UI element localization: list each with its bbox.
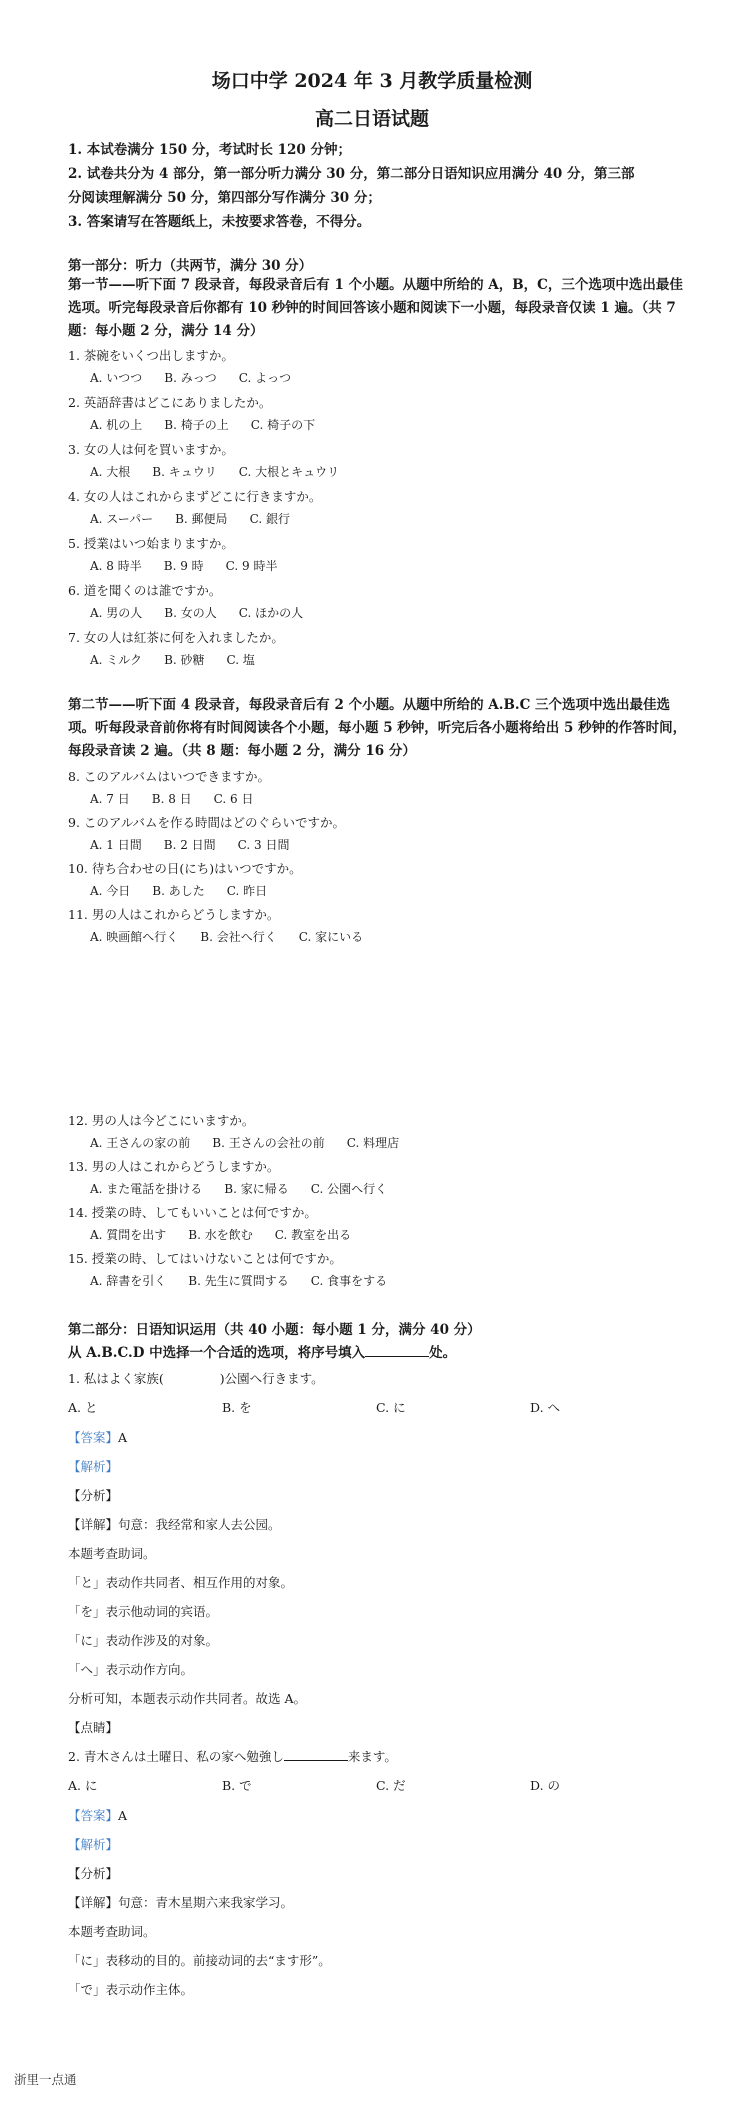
option-b: B. 9 時 [163, 559, 204, 573]
option-b: B. 水を飲む [188, 1228, 253, 1242]
question-text: 12. 男の人は今どこにいますか。 [68, 1113, 255, 1128]
option-b: B. を [222, 1400, 252, 1415]
option-row [90, 1272, 409, 1289]
question-stem [68, 1369, 324, 1387]
question-text: 15. 授業の時、してはいけないことは何ですか。 [68, 1251, 342, 1266]
question-text: 7. 女の人は紅茶に何を入れましたか。 [68, 630, 284, 645]
option-b: B. 郵便局 [175, 512, 228, 526]
stem-after: )公園へ行きます。 [219, 1371, 324, 1386]
option-row [90, 882, 289, 899]
option-a: A. また電話を掛ける [90, 1182, 203, 1196]
instruction-line: 3. 答案请写在答题纸上，未按要求答卷，不得分。 [68, 214, 371, 230]
option-c: C. だ [376, 1778, 406, 1793]
detail-line: 【详解】句意：青木星期六来我家学习。 [68, 1895, 294, 1910]
section1-heading: 第一节——听下面 7 段录音，每段录音后有 1 个小题。从题中所给的 A，B，C，三个选项中选出最佳选项。听完每段录音后你都有 10 秒钟的时间回答该小题和阅读下一小题，每段录音仅读 1 遍。（共 7 题：每小题 2 分，满分 14 分） [68, 277, 683, 339]
option-a: A. いつつ [90, 371, 143, 385]
explanation-line: 「に」表动作涉及的对象。 [68, 1633, 219, 1648]
question-text: 13. 男の人はこれからどうしますか。 [68, 1159, 280, 1174]
answer-label: 【答案】 [68, 1430, 119, 1445]
option-c: C. 塩 [226, 653, 255, 667]
part2-instruction-after: 处。 [429, 1345, 457, 1361]
option-b: B. 女の人 [164, 606, 217, 620]
explanation-line: 「を」表示他动词的宾语。 [68, 1604, 219, 1619]
question-text: 4. 女の人はこれからまずどこに行きますか。 [68, 489, 322, 504]
option-b: B. 8 日 [151, 792, 192, 806]
explanation-line: 分析可知，本题表示动作共同者。故选 A。 [68, 1691, 307, 1706]
option-a: A. 机の上 [90, 418, 143, 432]
question-text: 11. 男の人はこれからどうしますか。 [68, 907, 280, 922]
option-a: A. 男の人 [90, 606, 143, 620]
option-row [90, 604, 325, 621]
stem-before: 1. 私はよく家族( [68, 1371, 164, 1386]
answer-blank [284, 1748, 348, 1761]
option-row [90, 928, 385, 945]
option-d: D. の [530, 1778, 561, 1793]
explanation-line: 「と」表动作共同者、相互作用的对象。 [68, 1575, 294, 1590]
footer-watermark: 浙里一点通 [14, 2072, 77, 2087]
question-text: 8. このアルバムはいつできますか。 [68, 769, 271, 784]
option-a: A. スーパー [90, 512, 154, 526]
question-text: 2. 英語辞書はどこにありましたか。 [68, 395, 272, 410]
stem-before: 2. 青木さんは土曜日、私の家へ勉強し [68, 1749, 284, 1764]
question-stem [68, 1747, 397, 1765]
question-text: 10. 待ち合わせの日(にち)はいつですか。 [68, 861, 302, 876]
option-c: C. 椅子の下 [250, 418, 316, 432]
option-c: C. 昨日 [226, 884, 268, 898]
option-row [90, 1180, 409, 1197]
instruction-line: 分阅读理解满分 50 分，第四部分写作满分 30 分； [68, 190, 381, 206]
option-c: C. に [376, 1400, 406, 1415]
option-a: A. 辞書を引く [90, 1274, 167, 1288]
option-b: B. 砂糖 [164, 653, 205, 667]
instruction-line: 2. 试卷共分为 4 部分，第一部分听力满分 30 分，第二部分日语知识应用满分 40 分，第三部 [68, 166, 635, 182]
detail-line: 【详解】句意：我经常和家人去公园。 [68, 1517, 281, 1532]
answer-value: A [118, 1430, 128, 1445]
explanation-line: 本题考查助词。 [68, 1546, 156, 1561]
option-b: B. 2 日間 [163, 838, 216, 852]
exam-title: 场口中学 2024 年 3 月教学质量检测 [211, 70, 533, 92]
question-text: 5. 授業はいつ始まりますか。 [68, 536, 234, 551]
explanation-line: 「に」表移动的目的。前接动词的去“ます形”。 [68, 1953, 331, 1968]
answer-blank [365, 1344, 429, 1357]
option-row [90, 463, 361, 480]
option-b: B. みっつ [164, 371, 217, 385]
answer-label: 【答案】 [68, 1808, 119, 1823]
option-a: A. 7 日 [90, 792, 130, 806]
fenxi-label: 【分析】 [68, 1488, 119, 1503]
explanation-line: 「へ」表示动作方向。 [68, 1662, 194, 1677]
fenxi-label: 【分析】 [68, 1866, 119, 1881]
option-b: B. キュウリ [152, 465, 217, 479]
option-c: C. 銀行 [249, 512, 290, 526]
option-a: A. に [68, 1778, 98, 1793]
option-row [90, 510, 312, 527]
answer-line [68, 1806, 127, 1824]
option-row [90, 1134, 421, 1151]
exam-subtitle: 高二日语试题 [314, 108, 429, 130]
answer-line [68, 1428, 127, 1446]
option-b: B. 椅子の上 [164, 418, 229, 432]
option-row [90, 790, 276, 807]
option-row [90, 557, 300, 574]
option-c: C. 料理店 [346, 1136, 400, 1150]
analysis-label: 【解析】 [68, 1459, 119, 1474]
explanation-line: 「で」表示动作主体。 [68, 1982, 194, 1997]
option-b: B. 王さんの会社の前 [212, 1136, 325, 1150]
analysis-label: 【解析】 [68, 1837, 119, 1852]
question-text: 14. 授業の時、してもいいことは何ですか。 [68, 1205, 317, 1220]
stem-after: 来ます。 [347, 1749, 397, 1764]
option-row [90, 836, 312, 853]
option-a: A. と [68, 1400, 98, 1415]
question-text: 3. 女の人は何を買いますか。 [68, 442, 234, 457]
option-c: C. 家にいる [298, 930, 364, 944]
instruction-line: 1. 本试卷满分 150 分，考试时长 120 分钟； [68, 142, 351, 158]
option-a: A. 今日 [90, 884, 131, 898]
option-c: C. 6 日 [213, 792, 254, 806]
section2-heading: 第二节——听下面 4 段录音，每段录音后有 2 个小题。从题中所给的 A.B.C 三个选项中选出最佳选项。听每段录音前你将有时间阅读各个小题，每小题 5 秒钟，听完后各小题将给出 5 秒钟的作答时间，每段录音读 2 遍。（共 8 题：每小题 2 分，满分 16 分） [68, 697, 687, 759]
option-a: A. 質問を出す [90, 1228, 167, 1242]
option-row [90, 416, 337, 433]
option-c: C. 大根とキュウリ [238, 465, 340, 479]
answer-value: A [118, 1808, 128, 1823]
question-text: 6. 道を聞くのは誰ですか。 [68, 583, 222, 598]
option-b: B. 家に帰る [224, 1182, 289, 1196]
option-c: C. 9 時半 [225, 559, 278, 573]
option-a: A. ミルク [90, 653, 143, 667]
question-text: 9. このアルバムを作る時間はどのぐらいですか。 [68, 815, 346, 830]
option-a: A. 8 時半 [90, 559, 142, 573]
option-c: C. 教室を出る [274, 1228, 352, 1242]
option-c: C. よっつ [238, 371, 292, 385]
option-c: C. ほかの人 [238, 606, 304, 620]
option-row [90, 651, 277, 668]
option-d: D. へ [530, 1400, 561, 1415]
part2-instruction [68, 1341, 456, 1361]
option-c: C. 食事をする [310, 1274, 388, 1288]
option-a: A. 王さんの家の前 [90, 1136, 191, 1150]
part1-title: 第一部分：听力（共两节，满分 30 分） [68, 258, 313, 274]
option-row [90, 1226, 373, 1243]
option-b: B. あした [152, 884, 205, 898]
option-c: C. 公園へ行く [310, 1182, 388, 1196]
option-a: A. 大根 [90, 465, 131, 479]
option-b: B. 先生に質問する [188, 1274, 289, 1288]
part2-title: 第二部分：日语知识运用（共 40 小题：每小题 1 分，满分 40 分） [68, 1322, 481, 1338]
option-c: C. 3 日間 [237, 838, 290, 852]
option-row [90, 369, 313, 386]
option-a: A. 1 日間 [90, 838, 142, 852]
option-b: B. 会社へ行く [200, 930, 277, 944]
part2-instruction-before: 从 A.B.C.D 中选择一个合适的选项，将序号填入 [68, 1345, 366, 1361]
question-text: 1. 茶碗をいくつ出しますか。 [68, 348, 234, 363]
explanation-line: 本题考查助词。 [68, 1924, 156, 1939]
option-a: A. 映画館へ行く [90, 930, 179, 944]
option-b: B. で [222, 1778, 252, 1793]
dianjing-label: 【点睛】 [68, 1720, 119, 1735]
